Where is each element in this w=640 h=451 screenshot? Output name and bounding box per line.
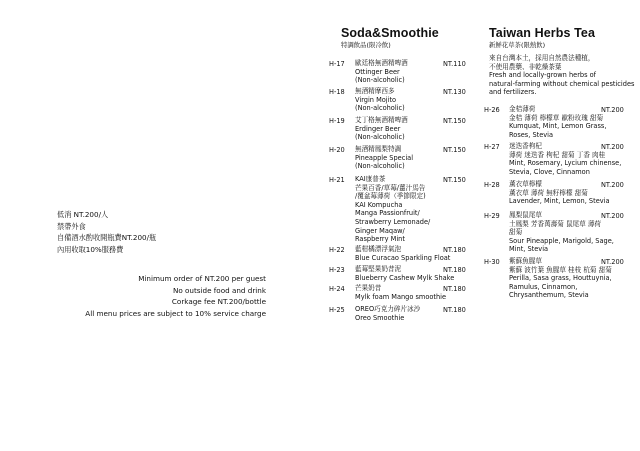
menu-item [509,211,614,254]
menu-item [509,257,612,300]
item-line: Ginger Maqaw/ [355,226,405,235]
soda-section-header [341,26,439,49]
item-code: H-24 [329,285,345,293]
item-price: NT.200 [601,106,624,114]
item-line: Roses, Stevia [509,130,554,139]
policy-zh-line: 低消 NT.200/人 [57,210,109,219]
item-line: Mylk foam Mango smoothie [355,292,447,301]
menu-item [355,284,446,301]
tea-desc-line: and fertilizers. [489,88,537,97]
item-line: 薄荷 迷迭香 枸杞 甜菊 丁香 肉桂 [509,150,606,159]
item-price: NT.200 [601,143,624,151]
item-line: 無酒精摩西多 [355,87,395,95]
item-line: Mint, Rosemary, Lycium chinense, [509,159,622,168]
item-line: 金桔 薄荷 檸檬草 歐粉玫瑰 甜菊 [509,113,604,122]
item-line: 金桔薄荷 [509,105,536,113]
item-code: H-29 [484,212,500,220]
item-line: /覆盆莓薄荷（季節限定) [355,192,426,201]
item-code: H-28 [484,181,500,189]
menu-item [509,180,610,206]
item-line: Perilla, Sasa grass, Houttuynia, [509,274,612,283]
soda-subtitle: 特調飲品(限冷飲) [341,41,391,49]
item-code: H-17 [329,60,345,68]
policy-en-line: Minimum order of NT.200 per guest [138,274,266,283]
item-code: H-21 [329,176,345,184]
item-line: Ottinger Beer [355,67,400,76]
tea-desc-line: Fresh and locally-grown herbs of [489,71,596,80]
item-price: NT.150 [443,146,466,154]
item-code: H-23 [329,266,345,274]
policy-zh-line: 禁帶外食 [57,221,86,231]
item-line: KAI Kompucha [355,200,403,209]
item-line: Blueberry Cashew Mylk Shake [355,273,455,282]
item-line: Sour Pineapple, Marigold, Sage, [509,236,614,245]
item-price: NT.200 [601,212,624,220]
item-line: OREO巧克力碎片冰沙 [355,305,421,313]
item-code: H-26 [484,106,500,114]
item-line: 紫蘇魚腥草 [509,257,542,265]
item-line: 紫蘇 波竹葉 魚腥草 桂枝 杭菊 甜菊 [509,265,612,274]
item-line: Kumquat, Mint, Lemon Grass, [509,122,607,131]
item-price: NT.200 [601,258,624,266]
item-code: H-18 [329,88,345,96]
item-line: (Non-alcoholic) [355,162,405,171]
policy-en-line: All menu prices are subject to 10% service charge [85,308,266,318]
item-line: (Non-alcoholic) [355,133,405,142]
policy-zh-block [57,209,156,255]
tea-title: Taiwan Herbs Tea [489,26,596,40]
tea-desc-line: 不使用農藥、非乾燥茶葉 [489,62,562,71]
tea-desc-line: natural-farming without chemical pesticides [489,79,635,88]
item-code: H-22 [329,246,345,254]
item-line: 甜菊 [509,228,523,237]
item-line: (Non-alcoholic) [355,104,405,113]
item-price: NT.150 [443,117,466,125]
menu-item [355,87,405,113]
item-line: (Non-alcoholic) [355,76,405,85]
item-line: Pineapple Special [355,153,414,162]
item-line: 歐廷格無酒精啤酒 [355,59,408,67]
menu-item [355,305,420,322]
item-line: Strawberry Lemonade/ [355,217,431,226]
item-line: Stevia, Clove, Cinnamon [509,167,590,176]
item-price: NT.180 [443,246,466,254]
policy-en-line: Corkage fee NT.200/bottle [171,297,266,307]
menu-item [509,142,621,176]
menu-item [355,175,430,244]
item-price: NT.130 [443,88,466,96]
item-line: 芒果奶昔 [355,284,382,292]
item-price: NT.110 [443,60,466,68]
item-code: H-19 [329,117,345,125]
tea-desc-line: 來自台灣本土，採用自然農法種植， [489,54,595,62]
item-line: Ramulus, Cinnamon, [509,282,578,291]
tea-description [489,54,634,97]
item-code: H-27 [484,143,500,151]
item-line: 土鳳梨 芳香萬壽菊 鼠尾草 薄荷 [509,219,602,228]
item-price: NT.150 [443,176,466,184]
item-line: 芒果百香/草莓/薑汁馬告 [355,183,426,192]
item-price: NT.180 [443,266,466,274]
item-line: 迷迭香枸杞 [509,142,542,150]
item-line: 鳳梨鼠尾草 [509,211,542,219]
menu-item [355,245,450,262]
item-line: Virgin Mojito [355,95,397,104]
item-line: Chrysanthemum, Stevia [509,291,589,300]
item-line: Blue Curacao Sparkling Float [355,253,451,262]
item-line: 無酒精鳳梨特調 [355,145,402,153]
menu-item [355,116,408,142]
policy-zh-line: 內用收取10%服務費 [57,244,124,254]
item-line: 藍莓堅果奶昔泥 [355,265,402,273]
menu-item [509,105,606,139]
item-price: NT.200 [601,181,624,189]
tea-subtitle: 新鮮花草茶(限熱飲) [489,41,546,49]
item-line: 薰衣草檸檬 [509,180,542,188]
item-code: H-20 [329,146,345,154]
policy-zh-line: 自備酒水酌收開瓶費NT.200/瓶 [57,233,157,243]
item-line: Lavender, Mint, Lemon, Stevia [509,197,610,206]
menu-item [355,265,454,282]
item-line: 藍柑橘漂浮氣泡 [355,245,402,253]
item-line: Manga Passionfruit/ [355,209,420,218]
item-line: 艾丁格無酒精啤酒 [355,116,408,124]
item-code: H-25 [329,306,345,314]
item-code: H-30 [484,258,500,266]
tea-section-header [489,26,595,49]
item-price: NT.180 [443,306,466,314]
policy-en-line: No outside food and drink [172,285,266,295]
policy-en-block [85,273,266,319]
item-price: NT.180 [443,285,466,293]
soda-title: Soda&Smoothie [341,26,439,40]
menu-item [355,145,413,171]
item-line: Oreo Smoothie [355,313,405,322]
item-line: Raspberry Mint [355,235,405,244]
item-line: Erdinger Beer [355,124,401,133]
item-line: KAI康普茶 [355,175,386,183]
item-line: Mint, Stevia [509,245,549,254]
item-line: 薰衣草 薄荷 無籽檸檬 甜菊 [509,188,588,197]
menu-item [355,59,408,85]
